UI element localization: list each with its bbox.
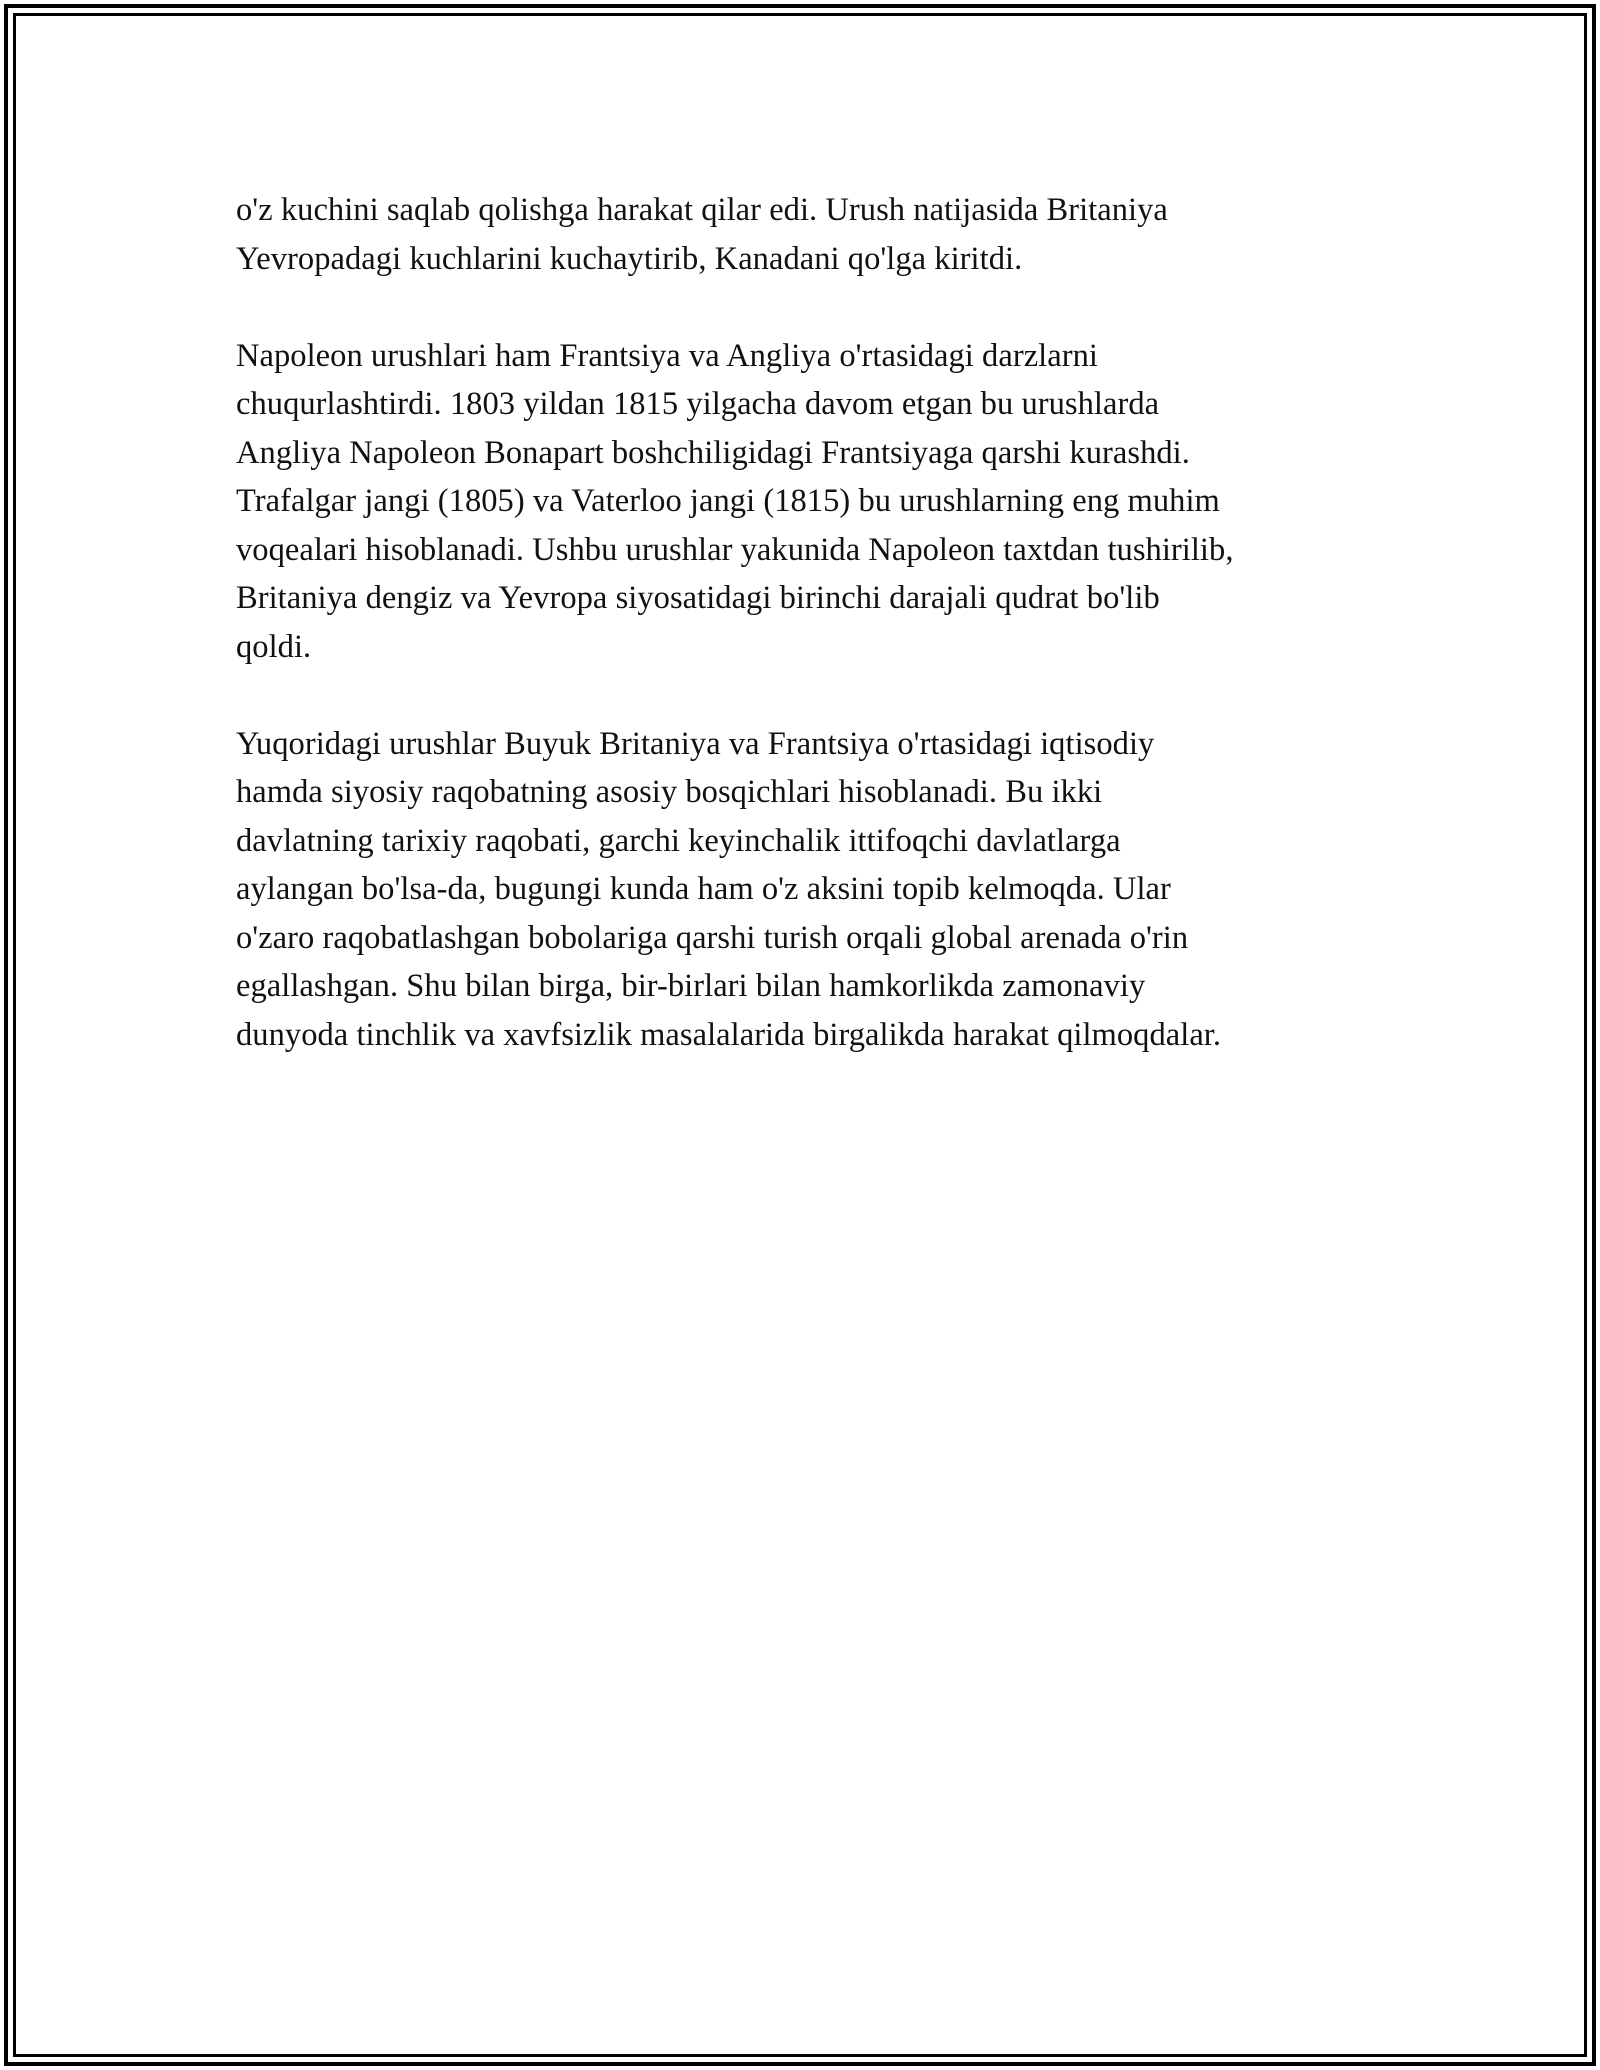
paragraph-2	[236, 332, 1376, 672]
text-line: qoldi.	[236, 628, 312, 665]
text-line: davlatning tarixiy raqobati, garchi keyinchalik ittifoqchi davlatlarga	[236, 822, 1121, 859]
text-line: aylangan bo'lsa-da, bugungi kunda ham o'z aksini topib kelmoqda. Ular	[236, 871, 1171, 907]
text-line: Yevropadagi kuchlarini kuchaytirib, Kanadani qo'lga kiritdi.	[236, 240, 1023, 277]
text-line: o'zaro raqobatlashgan bobolariga qarshi turish orqali global arenada o'rin	[236, 919, 1189, 956]
text-line: Napoleon urushlari ham Frantsiya va Angliya o'rtasidagi darzlarni	[236, 337, 1098, 374]
text-line: Britaniya dengiz va Yevropa siyosatidagi birinchi darajali qudrat bo'lib	[236, 580, 1160, 616]
paragraph-3	[236, 720, 1376, 1060]
text-line: chuqurlashtirdi. 1803 yildan 1815 yilgacha davom etgan bu urushlarda	[236, 386, 1160, 422]
text-line: egallashgan. Shu bilan birga, bir-birlari bilan hamkorlikda zamonaviy	[236, 968, 1146, 1004]
text-line: Yuqoridagi urushlar Buyuk Britaniya va Frantsiya o'rtasidagi iqtisodiy	[236, 725, 1155, 762]
text-line: Trafalgar jangi (1805) va Vaterloo jangi (1815) bu urushlarning eng muhim	[236, 483, 1220, 519]
document-body	[236, 186, 1376, 1108]
text-line: o'z kuchini saqlab qolishga harakat qilar edi. Urush natijasida Britaniya	[236, 192, 1168, 228]
paragraph-1	[236, 186, 1376, 283]
text-line: voqealari hisoblanadi. Ushbu urushlar yakunida Napoleon taxtdan tushirilib,	[236, 531, 1234, 568]
text-line: Angliya Napoleon Bonapart boshchiligidagi Frantsiyaga qarshi kurashdi.	[236, 434, 1190, 471]
text-line: hamda siyosiy raqobatning asosiy bosqichlari hisoblanadi. Bu ikki	[236, 774, 1103, 810]
text-line: dunyoda tinchlik va xavfsizlik masalalarida birgalikda harakat qilmoqdalar.	[236, 1016, 1222, 1053]
